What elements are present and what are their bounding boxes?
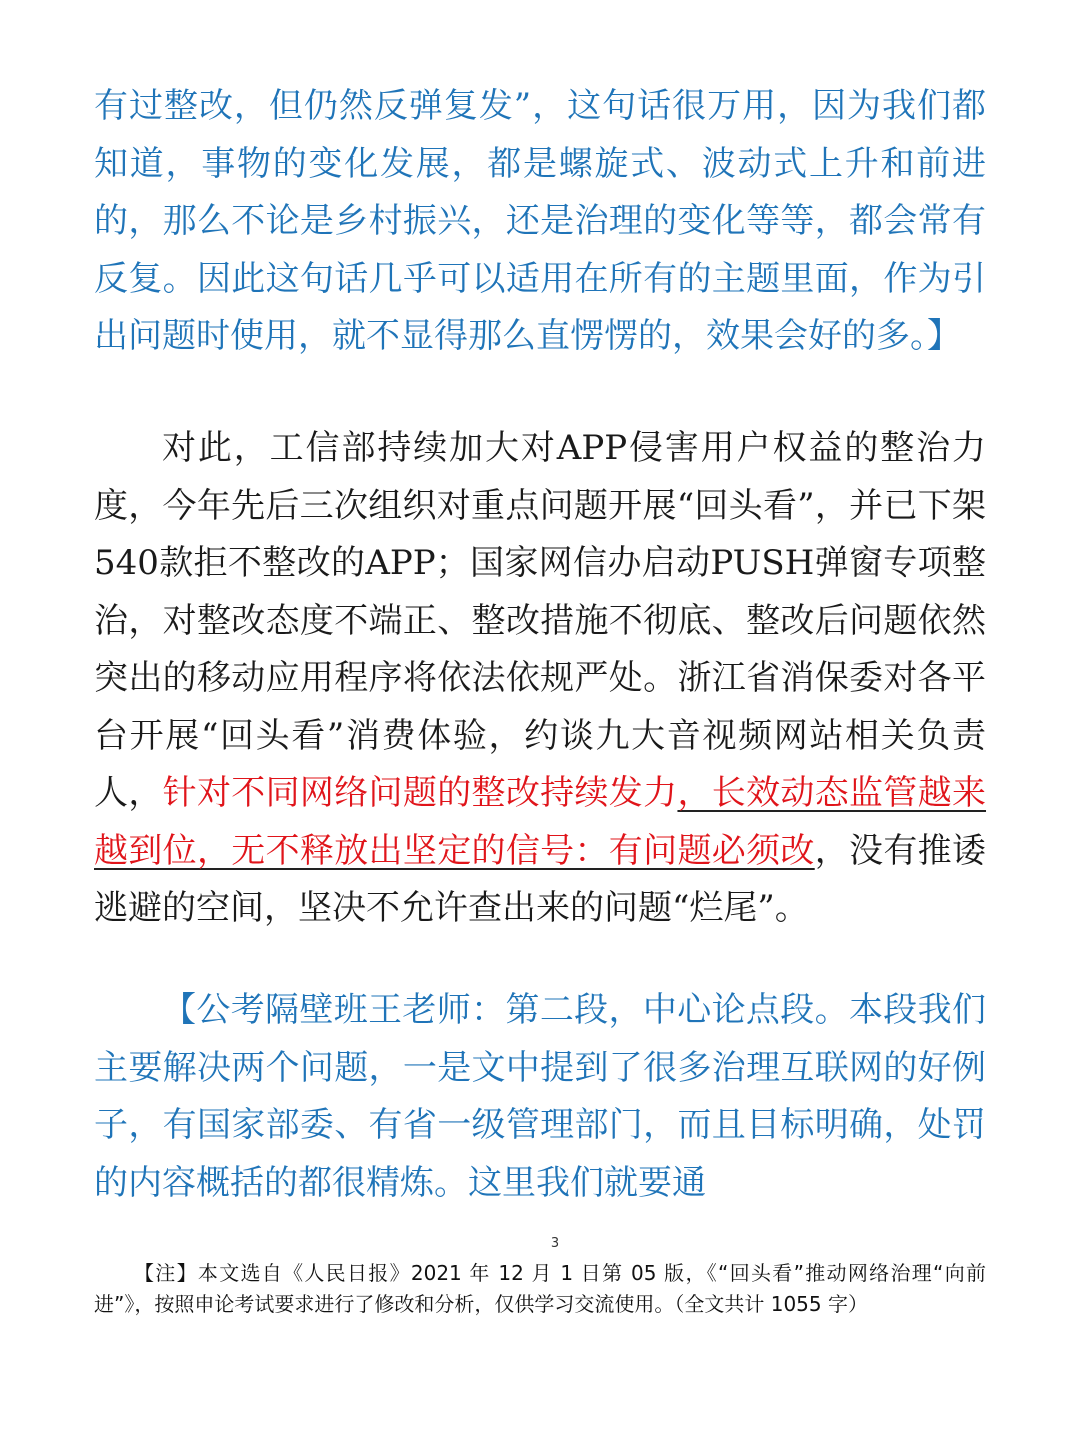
- footnote: 【注】本文选自《人民日报》2021 年 12 月 1 日第 05 版，《“回头看”推动网络治理“向前进”》，按照申论考试要求进行了修改和分析，仅供学习交流使用。（全文共计 1055 字）: [94, 1261, 986, 1316]
- article-text-after-highlight: ，没有推诿逃避的空间，坚决不允许查出来的问题“烂尾”。: [94, 830, 986, 928]
- highlighted-key-phrase: 针对不同网络问题的整改持续发力: [162, 773, 678, 813]
- commentary-paragraph: 【公考隔壁班王老师：第二段，中心论点段。本段我们主要解决两个问题，一是文中提到了很多治理互联网的好例子，有国家部委、有省一级管理部门，而且目标明确，处罚的内容概括的都很精炼。这里我们就要通: [94, 990, 986, 1203]
- article-text-before-highlight: 对此，工信部持续加大对APP侵害用户权益的整治力度，今年先后三次组织对重点问题开展“回头看”，并已下架540款拒不整改的APP；国家网信办启动PUSH弹窗专项整治，对整改态度不端正、整改措施不彻底、整改后问题依然突出的移动应用程序将依法依规严处。浙江省消保委对各平台开展“回头看”消费体验，约谈九大音视频网站相关负责人，: [94, 428, 986, 813]
- page-number: 3: [550, 1236, 560, 1251]
- highlighted-underlined-key-phrase: ，长效动态监管越来越到位，无不释放出坚定的信号：有问题必须改: [94, 773, 987, 871]
- commentary-paragraph-continued: 有过整改，但仍然反弹复发”，这句话很万用，因为我们都知道，事物的变化发展，都是螺旋式、波动式上升和前进的，那么不论是乡村振兴，还是治理的变化等等，都会常有反复。因此这句话几乎可以适用在所有的主题里面，作为引出问题时使用，就不显得那么直愣愣的，效果会好的多。】: [94, 86, 986, 356]
- article-paragraph: [94, 420, 986, 938]
